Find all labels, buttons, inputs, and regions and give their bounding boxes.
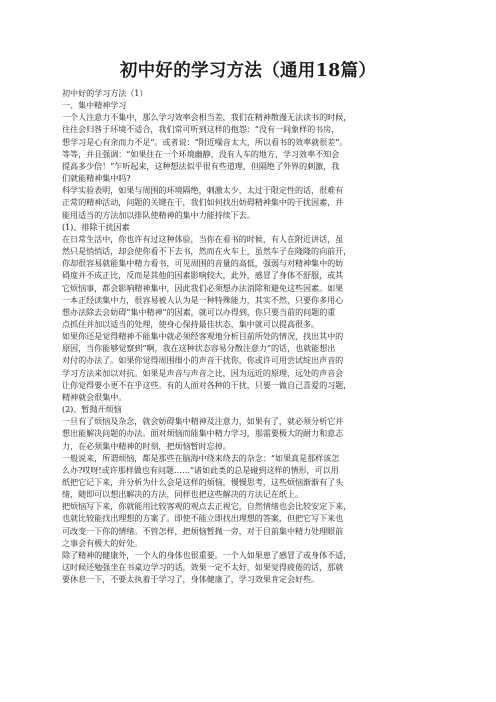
text-line: 把烦恼写下来，你就能用比较客观的观点去正视它，自然情绪也会比较安定下来，: [62, 501, 352, 512]
text-line: 纸把它记下来，并分析为什么会是这样的烦恼，慢慢思考，这些烦恼渐渐有了头: [62, 477, 344, 487]
text-line: 一本正经读集中力，很容易被人认为是一种特殊能力，其实不然，只要你多用心: [62, 294, 344, 305]
text-line: 要休息一下，不要太执着于学习了，身体健康了，学习效果肯定会好些。: [62, 574, 320, 585]
text-line: 力，在必须集中精神的时刻，把烦恼暂时忘掉。: [62, 440, 231, 451]
document-title: 初中好的学习方法（通用18篇）: [119, 61, 377, 81]
text-line: 想办法除去会妨碍“集中精神”的因素，就可以办得到，你只要当前的问题的重: [62, 306, 336, 317]
text-line: 往往会归咎于环境不适合，我们常可听到这样的抱怨：“没有一间象样的书房，: [62, 124, 340, 135]
text-line: 等等，并且强调：“如果住在一个环境幽静，没有人车的地方，学习效率不知会: [62, 148, 340, 159]
text-line: 一、集中精神学习: [62, 100, 127, 111]
text-line: 精神就会很集中。: [62, 391, 127, 402]
text-line: 它烦恼事，都会影响精神集中，因此我们必须想办法消除和避免这些因素。如果: [62, 282, 344, 293]
text-line: 科学实验表明，如果与周围的环境隔绝，刺激太少，太过于限定性的话，很难有: [62, 185, 344, 196]
text-line: 初中好的学习方法（1）: [62, 88, 148, 98]
text-line: 除了精神的健康外，一个人的身体也很重要。一个人如果患了感冒了或身体不适，: [62, 549, 352, 560]
text-line: 在日常生活中，你也许有过这种体验，当你在看书的时候，有人在附近讲话，虽: [62, 233, 344, 244]
text-line: 正常的精神活动，问题的关键在于，我们如何找出妨碍精神集中的干扰因素，并: [62, 197, 344, 208]
document-page: [62, 60, 434, 585]
text-line: 想出能解决问题的办法。面对烦恼而能集中精力学习，那需要极大的耐力和意志: [62, 428, 344, 439]
text-line: 绪，随即可以想出解决的方法，同样也把这些解决的方法记在纸上。: [62, 489, 304, 500]
text-line: 能用适当的方法加以排队使精神的集中力能持续下去。: [62, 209, 255, 220]
text-line: 原因，当你能够觉察到“啊，我在这种状态容易分散注意力”的话，也就能想出: [62, 343, 336, 354]
text-line: 然只是悄悄话，却会使你看不下去书，然而在火车上，虽然车子在隆隆的向前开，: [62, 246, 352, 257]
text-line: 一旦有了烦恼及杂念，就会妨碍集中精神及注意力，如果有了，就必须分析它并: [62, 416, 344, 427]
document-body: [62, 87, 434, 585]
text-line: 一般说来，所谓烦恼，都是那些在脑海中绕来绕去的杂念：“如果真是那样该怎: [62, 452, 340, 463]
text-line: 一个人注意力不集中，那么学习效率会相当差，我们在精神散漫无法读书的时候，: [62, 112, 352, 123]
text-line: 你却很容易就能集中精力看书，可见周围的音量的高低，强弱与对精神集中的妨: [62, 258, 344, 269]
text-line: 点抓住并加以适当的处理，使身心保持最佳状态，集中就可以提高很多。: [62, 318, 320, 329]
text-line: (1)、排除干扰因素: [62, 221, 130, 232]
text-line: (2)、暂抛开烦恼: [62, 404, 122, 415]
text-line: 之事会有极大的好处。: [62, 537, 143, 548]
text-line: 学习方法来加以对抗。如果是声音与声音之比，因为远近的原理，远处的声音会: [62, 367, 344, 378]
text-line: 可改变一下你的情绪。不管怎样，把烦恼暂抛一旁，对于目前集中精力处理眼前: [62, 525, 344, 536]
text-line: 碍度并不成正比，反而是其他的因素影响较大，此外，感冒了身体不舒服，或其: [62, 270, 344, 281]
text-line: 想学习是心有余而力不足”。或者说：“附近噪音太大，所以看书的效率就很差”。: [62, 136, 348, 147]
text-line: 也就比较能找出理想的方案了。即使不能立即找出理想的答案，但把它写下来也: [62, 513, 344, 524]
text-line: 让你觉得要小更不在乎这些。有的人面对各种的干扰，只要一做自己喜爱的习题，: [62, 379, 352, 390]
text-line: 提高多少倍！”乍听起来，这种想法似乎很有些道理，但隔绝了外界的刺激，我: [62, 160, 340, 171]
text-line: 们就能精神集中吗?: [62, 173, 131, 184]
text-line: 这时候还勉强坐在书桌边学习的话，效果一定不太好，如果觉得疲倦的话，那就: [62, 562, 344, 573]
text-line: 对付的办法了。如果你觉得周围细小的声音干扰你，你或许可用尝试绽出声音的: [62, 355, 344, 366]
text-line: 么办?哎呀!或许那样做也有问题……”诸如此类的总是碰到这样的情形，可以用: [62, 464, 339, 475]
text-line: 如果你还是觉得精神不能集中就必须经客观地分析目前所处的情况，找出其中的: [62, 331, 344, 342]
